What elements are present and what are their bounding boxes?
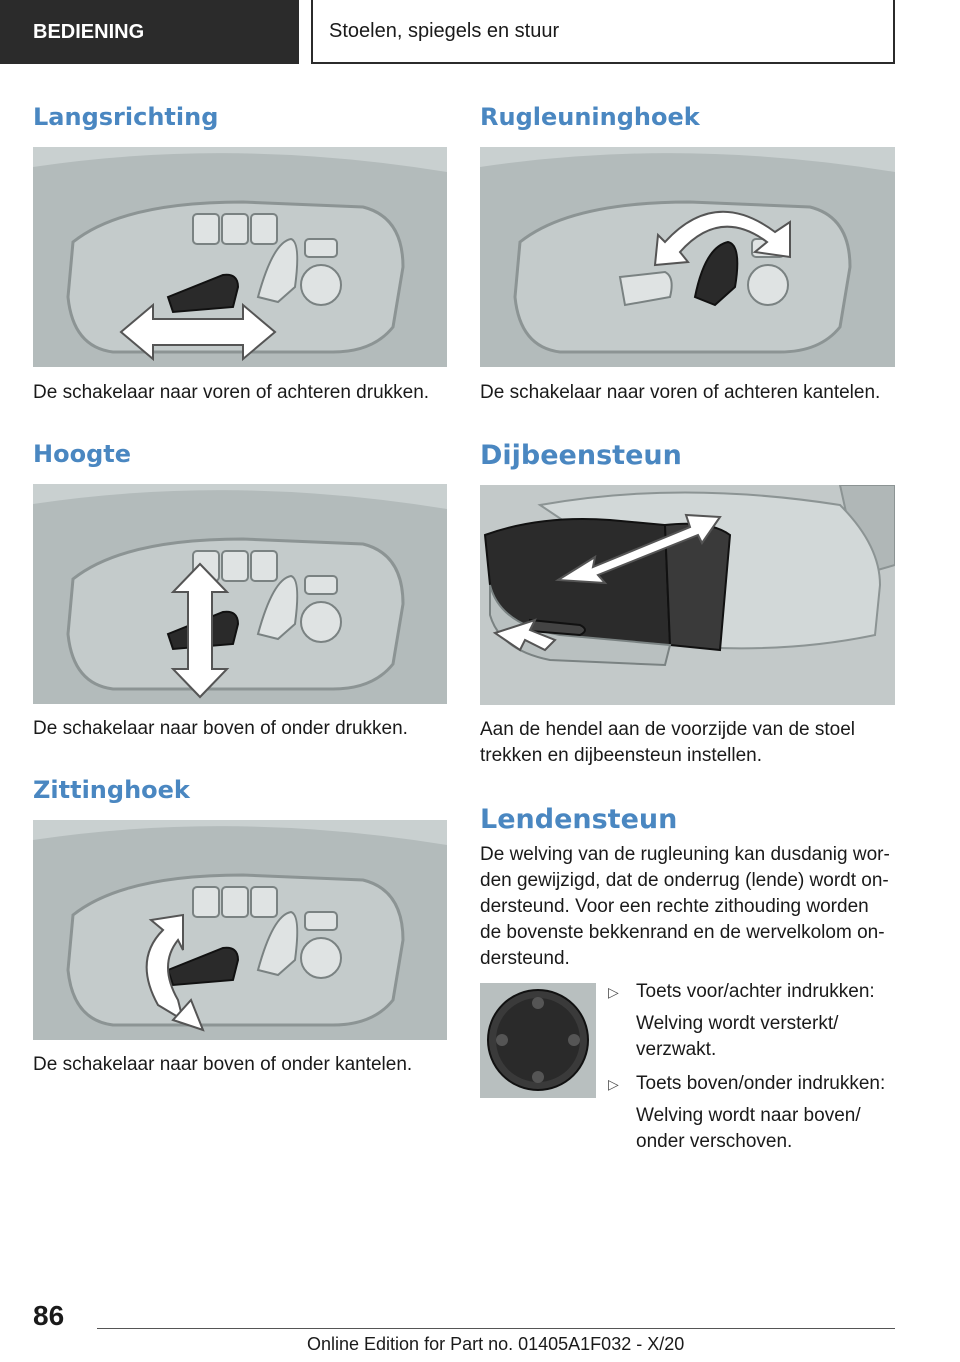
bullet-text: Toets voor/achter indrukken:: [636, 981, 875, 1002]
seat-switch-backrest-figure: [480, 147, 895, 367]
section-tab: [0, 0, 299, 64]
section-title: BEDIENING: [33, 20, 145, 43]
bullet-item: [608, 1071, 898, 1097]
heading-dijbeensteun: Dijbeensteun: [480, 440, 682, 471]
bullet-item: [608, 979, 898, 1005]
thigh-support-figure: [480, 485, 895, 705]
body-line: De welving van de rugleuning kan dusdanig wor-: [480, 844, 890, 865]
caption-dijbeensteun-line1: Aan de hendel aan de voorzijde van de stoel: [480, 719, 855, 740]
lumbar-button-figure: [480, 983, 596, 1098]
heading-zittinghoek: Zittinghoek: [33, 776, 190, 804]
heading-langsrichting: Langsrichting: [33, 103, 219, 131]
body-line: de bovenste bekkenrand en de wervelkolom on-: [480, 922, 885, 943]
caption-zittinghoek: De schakelaar naar boven of onder kantelen.: [33, 1054, 413, 1075]
bullet-subtext: onder verschoven.: [636, 1131, 793, 1152]
chapter-title: Stoelen, spiegels en stuur: [329, 19, 560, 42]
bullet-subtext: Welving wordt versterkt/: [636, 1013, 839, 1034]
page-number: 86: [33, 1300, 65, 1331]
seat-switch-height-figure: [33, 484, 447, 704]
seat-switch-angle-figure: [33, 820, 447, 1040]
triangle-bullet-icon: ▷: [608, 984, 619, 1000]
footer-edition: Online Edition for Part no. 01405A1F032 - X/20: [307, 1334, 685, 1354]
caption-langsrichting: De schakelaar naar voren of achteren drukken.: [33, 382, 430, 403]
lendensteun-body: [480, 842, 895, 972]
caption-dijbeensteun-line2: trekken en dijbeensteun instellen.: [480, 745, 763, 766]
bullet-subtext: verzwakt.: [636, 1039, 717, 1060]
lumbar-instructions: [608, 979, 898, 1155]
footer-divider: [97, 1328, 895, 1329]
caption-rugleuninghoek: De schakelaar naar voren of achteren kantelen.: [480, 382, 881, 403]
heading-hoogte: Hoogte: [33, 440, 131, 468]
bullet-text: Toets boven/onder indrukken:: [636, 1073, 886, 1094]
caption-hoogte: De schakelaar naar boven of onder drukken.: [33, 718, 408, 739]
triangle-bullet-icon: ▷: [608, 1076, 619, 1092]
seat-switch-longitudinal-figure: [33, 147, 447, 367]
heading-rugleuninghoek: Rugleuninghoek: [480, 103, 700, 131]
body-line: dersteund.: [480, 948, 570, 969]
caption-dijbeensteun: [480, 717, 895, 769]
body-line: dersteund. Voor een rechte zithouding worden: [480, 896, 869, 917]
chapter-tab: [311, 0, 895, 64]
bullet-subtext: Welving wordt naar boven/: [636, 1105, 861, 1126]
body-line: den gewijzigd, dat de onderrug (lende) wordt on-: [480, 870, 889, 891]
heading-lendensteun: Lendensteun: [480, 804, 678, 835]
